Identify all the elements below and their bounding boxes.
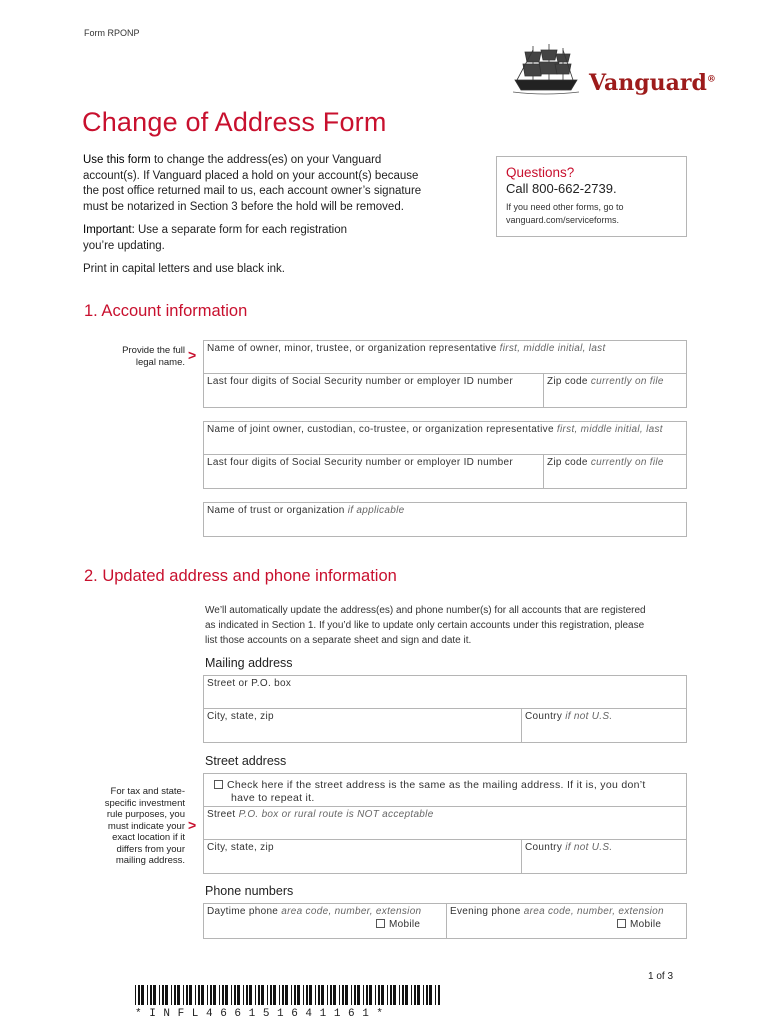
section2-note [205, 603, 695, 648]
arrow-icon: > [188, 817, 197, 833]
barcode-bar [213, 985, 216, 1005]
same-address-checkbox-row[interactable] [211, 777, 681, 807]
barcode [135, 985, 445, 1020]
questions-box [496, 156, 687, 237]
field-label: City, state, zip [207, 711, 274, 722]
trust-block [203, 502, 687, 537]
questions-heading: Questions? [506, 165, 575, 180]
barcode-bar [141, 985, 144, 1005]
phone-heading: Phone numbers [205, 884, 294, 898]
barcode-text: * I N F L 4 6 6 1 5 1 6 4 1 1 6 1 * [135, 1008, 384, 1020]
barcode-bar [207, 985, 208, 1005]
field-label: Zip code [547, 457, 588, 468]
field-hint: area code, number, extension [523, 906, 664, 917]
intro-text [83, 153, 463, 278]
street-po-field[interactable] [204, 676, 686, 709]
barcode-bar [189, 985, 192, 1005]
country2-field[interactable] [522, 840, 686, 873]
barcode-bar [147, 985, 148, 1005]
city2-field[interactable] [204, 840, 522, 873]
page-number: 1 of 3 [648, 971, 674, 982]
arrow-icon: > [188, 347, 197, 363]
city-field[interactable] [204, 709, 522, 742]
side-line: mailing address. [115, 855, 185, 866]
field-hint: currently on file [590, 457, 664, 468]
barcode-bar [426, 985, 428, 1005]
barcode-bar [411, 985, 412, 1005]
form-code: Form RPONP [84, 28, 140, 38]
questions-line1: If you need other forms, go to [506, 202, 624, 212]
barcode-bar [222, 985, 224, 1005]
barcode-bar [315, 985, 316, 1005]
barcode-bar [357, 985, 360, 1005]
important-line2: you’re updating. [83, 239, 165, 252]
mobile-checkbox-row[interactable] [617, 919, 661, 930]
barcode-bar [243, 985, 244, 1005]
street-heading: Street address [205, 754, 287, 768]
field-hint: if not U.S. [565, 842, 613, 853]
barcode-bar [273, 985, 276, 1005]
barcode-bar [165, 985, 168, 1005]
field-label: Name of joint owner, custodian, co-trustee, or organization representative [207, 424, 554, 435]
mailing-heading: Mailing address [205, 656, 293, 670]
barcode-bar [399, 985, 400, 1005]
mobile-checkbox[interactable] [376, 919, 385, 928]
field-label: Last four digits of Social Security number or employer ID number [207, 376, 513, 387]
barcode-bar [363, 985, 364, 1005]
phone-block [203, 903, 687, 939]
important-text: Use a separate form for each registration [134, 224, 347, 236]
side-line: specific investment [104, 797, 185, 809]
barcode-bar [405, 985, 408, 1005]
barcode-bar [417, 985, 420, 1005]
joint-name-field[interactable] [204, 422, 686, 455]
barcode-bar [234, 985, 236, 1005]
intro-line1: to change the address(es) on your Vanguard [150, 154, 382, 166]
barcode-bar [198, 985, 200, 1005]
barcode-bar [423, 985, 424, 1005]
field-label: Name of trust or organization [207, 505, 345, 516]
barcode-bar [171, 985, 172, 1005]
barcode-bar [210, 985, 212, 1005]
barcode-bar [366, 985, 368, 1005]
note-line: as indicated in Section 1. If you’d like to update only certain accounts under this registration, please [205, 620, 645, 631]
intro-bold: Use this form [83, 154, 151, 166]
field-hint: first, middle initial, last [499, 343, 606, 354]
page-title: Change of Address Form [82, 107, 387, 137]
vanguard-logo [513, 40, 716, 107]
barcode-bar [330, 985, 332, 1005]
owner-name-field[interactable] [204, 341, 686, 374]
field-hint: first, middle initial, last [556, 424, 663, 435]
barcode-bar [333, 985, 336, 1005]
barcode-bar [219, 985, 220, 1005]
barcode-bars [135, 985, 445, 1005]
barcode-bar [306, 985, 308, 1005]
field-label: Last four digits of Social Security number or employer ID number [207, 457, 513, 468]
field-label: City, state, zip [207, 842, 274, 853]
mobile-label: Mobile [630, 919, 662, 930]
barcode-bar [174, 985, 176, 1005]
barcode-bar [261, 985, 264, 1005]
barcode-bar [246, 985, 248, 1005]
side-line: rule purposes, you [106, 809, 185, 820]
intro-line2: account(s). If Vanguard placed a hold on your account(s) because [83, 169, 419, 182]
field-label: Name of owner, minor, trustee, or organization representative [207, 343, 497, 354]
barcode-bar [282, 985, 284, 1005]
barcode-bar [225, 985, 228, 1005]
checkbox-label: Check here if the street address is the same as the mailing address. If it is, you don’t [227, 779, 646, 791]
street-field[interactable] [204, 807, 686, 840]
barcode-bar [153, 985, 156, 1005]
country-field[interactable] [522, 709, 686, 742]
daytime-phone-field[interactable] [204, 904, 446, 938]
barcode-bar [150, 985, 152, 1005]
barcode-bar [393, 985, 396, 1005]
barcode-bar [249, 985, 252, 1005]
note-line: list those accounts on a separate sheet and sign and date it. [205, 635, 472, 646]
barcode-bar [255, 985, 256, 1005]
barcode-bar [378, 985, 380, 1005]
field-label: Country [525, 711, 563, 722]
checkbox-label-line2: have to repeat it. [231, 792, 315, 804]
field-label: Daytime phone [207, 906, 279, 917]
intro-line3: the post office returned mail to us, each account owner’s signature [83, 185, 422, 197]
mailing-block [203, 675, 687, 743]
section2-heading: 2. Updated address and phone information [84, 567, 397, 585]
barcode-bar [339, 985, 340, 1005]
barcode-bar [258, 985, 260, 1005]
questions-link[interactable]: vanguard.com/serviceforms. [506, 215, 620, 225]
section1-side-note [95, 345, 185, 368]
barcode-bar [177, 985, 180, 1005]
same-address-checkbox[interactable] [214, 780, 223, 789]
street-block [203, 773, 687, 874]
side-line: legal name. [135, 356, 185, 368]
brand-name: Vanguard® [589, 70, 716, 96]
barcode-bar [135, 985, 136, 1005]
field-hint: if not U.S. [565, 711, 613, 722]
side-line: For tax and state- [110, 786, 185, 797]
field-hint: if applicable [347, 505, 405, 516]
barcode-bar [369, 985, 372, 1005]
intro-line4: must be notarized in Section 3 before the hold will be removed. [83, 200, 404, 213]
barcode-bar [351, 985, 352, 1005]
zip2-field[interactable] [544, 455, 686, 488]
barcode-bar [402, 985, 404, 1005]
barcode-bar [138, 985, 140, 1005]
field-label: Country [525, 842, 563, 853]
side-line: must indicate your [107, 820, 185, 832]
barcode-bar [318, 985, 320, 1005]
barcode-bar [429, 985, 432, 1005]
barcode-bar [345, 985, 348, 1005]
evening-phone-field[interactable] [447, 904, 686, 938]
barcode-bar [285, 985, 288, 1005]
barcode-bar [201, 985, 204, 1005]
barcode-bar [390, 985, 392, 1005]
field-label: Street or P.O. box [207, 678, 292, 689]
owner-block [203, 340, 687, 408]
section1-heading: 1. Account information [84, 302, 248, 320]
field-hint: P.O. box or rural route is NOT acceptable [238, 809, 434, 820]
mobile-checkbox[interactable] [617, 919, 626, 928]
side-line: exact location if it [112, 832, 185, 843]
barcode-bar [186, 985, 188, 1005]
questions-phone: Call 800-662-2739. [506, 181, 617, 196]
field-hint: currently on file [590, 376, 664, 387]
barcode-bar [291, 985, 292, 1005]
barcode-bar [195, 985, 196, 1005]
field-hint: area code, number, extension [281, 906, 422, 917]
print-note: Print in capital letters and use black ink. [83, 263, 285, 275]
barcode-bar [159, 985, 160, 1005]
note-line: We’ll automatically update the address(es) and phone number(s) for all accounts that are registered [205, 605, 646, 616]
barcode-bar [183, 985, 184, 1005]
barcode-bar [309, 985, 312, 1005]
barcode-bar [414, 985, 416, 1005]
important-label: Important: [83, 224, 135, 236]
mobile-checkbox-row[interactable] [376, 919, 420, 930]
barcode-bar [387, 985, 388, 1005]
section2-side-note [85, 786, 185, 867]
barcode-bar [375, 985, 376, 1005]
ssn-field[interactable] [204, 374, 544, 407]
barcode-bar [327, 985, 328, 1005]
barcode-bar [270, 985, 272, 1005]
barcode-bar [321, 985, 324, 1005]
zip-field[interactable] [544, 374, 686, 407]
field-label: Zip code [547, 376, 588, 387]
barcode-bar [435, 985, 436, 1005]
barcode-bar [267, 985, 268, 1005]
side-line: differs from your [116, 843, 185, 855]
barcode-bar [237, 985, 240, 1005]
trust-name-field[interactable] [204, 503, 686, 536]
barcode-bar [303, 985, 304, 1005]
barcode-bar [231, 985, 232, 1005]
ssn2-field[interactable] [204, 455, 544, 488]
field-label: Street [207, 809, 236, 820]
barcode-bar [354, 985, 356, 1005]
field-label: Evening phone [450, 906, 521, 917]
barcode-bar [294, 985, 296, 1005]
joint-owner-block [203, 421, 687, 489]
barcode-bar [162, 985, 164, 1005]
barcode-bar [342, 985, 344, 1005]
barcode-bar [297, 985, 300, 1005]
barcode-bar [438, 985, 440, 1005]
barcode-bar [279, 985, 280, 1005]
mobile-label: Mobile [389, 919, 421, 930]
side-line: Provide the full [122, 345, 185, 356]
barcode-bar [381, 985, 384, 1005]
